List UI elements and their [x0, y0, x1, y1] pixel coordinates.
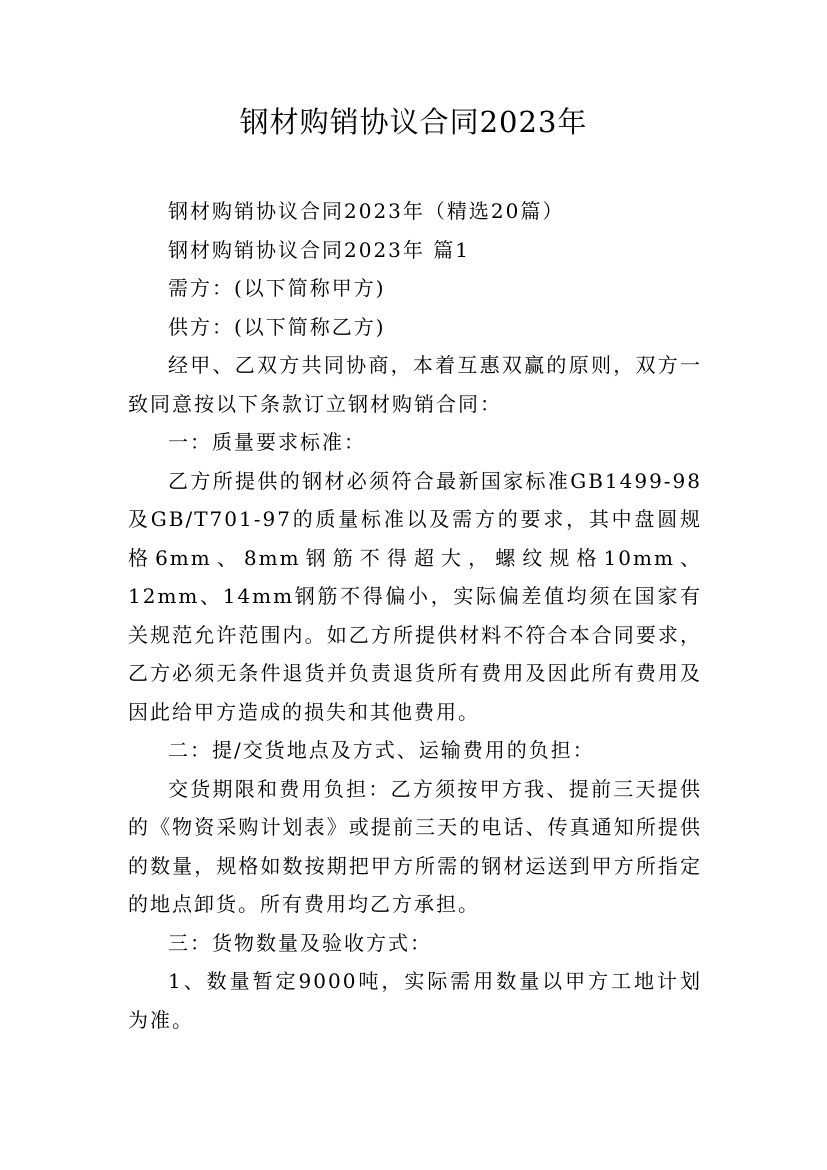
section-heading: 二：提/交货地点及方式、运输费用的负担： — [168, 738, 595, 762]
paragraph: 乙方所提供的钢材必须符合最新国家标准GB1499-98及GB/T701-97的质量标准以及需方的要求，其中盘圆规格6mm、8mm钢筋不得超大，螺纹规格10mm、12mm、14mm钢筋不得偏小，实际偏差值均须在国家有关规范允许范围内。如乙方所提供材料不符合本合同要求，乙方必须无条件退货并负责退货所有费用及因此所有费用及因此给甲方造成的损失和其他费用。 — [128, 468, 702, 724]
section-heading: 三：货物数量及验收方式： — [168, 930, 432, 955]
paragraph: 供方：(以下简称乙方) — [168, 314, 386, 339]
paragraph: 钢材购销协议合同2023年 篇1 — [168, 237, 470, 262]
paragraph: 经甲、乙双方共同协商，本着互惠双赢的原则，双方一致同意按以下条款订立钢材购销合同： — [128, 353, 702, 416]
paragraph: 交货期限和费用负担：乙方须按甲方我、提前三天提供的《物资采购计划表》或提前三天的电话、传真通知所提供的数量，规格如数按期把甲方所需的钢材运送到甲方所指定的地点卸货。所有费用均乙方承担。 — [128, 776, 702, 916]
document-body — [128, 192, 702, 1039]
document-title: 钢材购销协议合同2023年 — [239, 105, 588, 139]
paragraph: 钢材购销协议合同2023年（精选20篇） — [168, 199, 565, 223]
section-heading: 一：质量要求标准： — [168, 430, 366, 454]
paragraph: 1、数量暂定9000吨，实际需用数量以甲方工地计划为准。 — [128, 969, 702, 1032]
paragraph: 需方：(以下简称甲方) — [168, 276, 386, 300]
